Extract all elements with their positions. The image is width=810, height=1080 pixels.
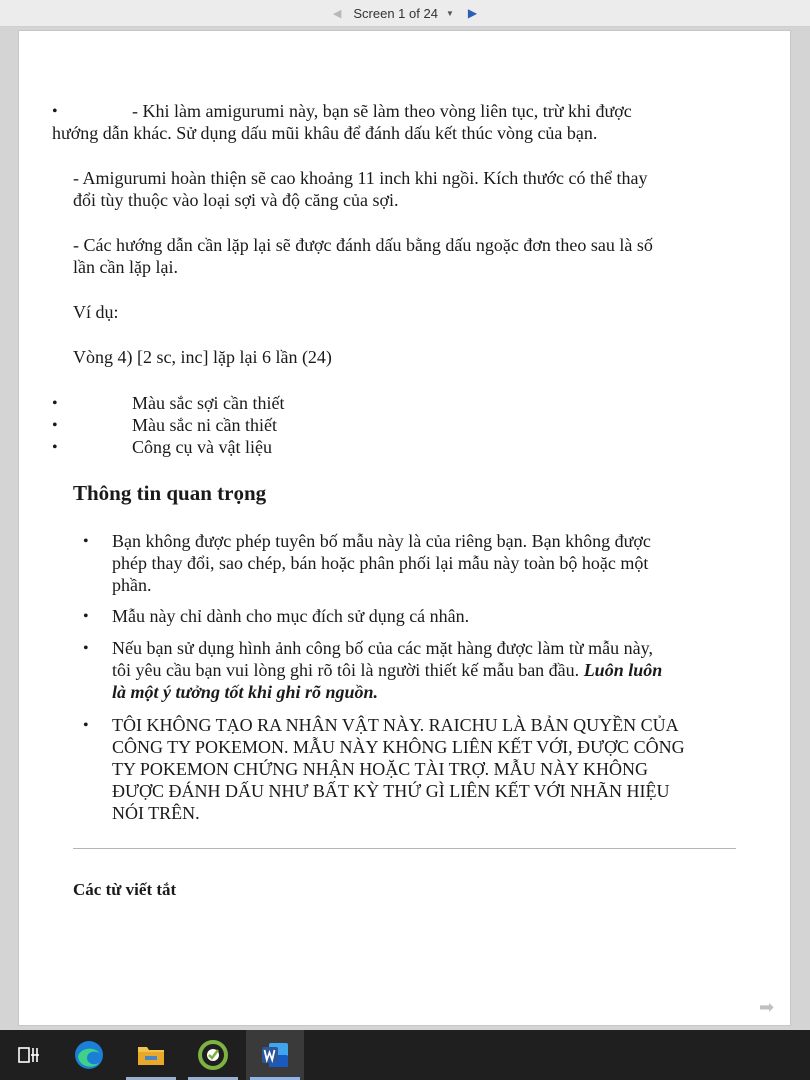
document-page — [18, 30, 791, 1026]
abbreviations-heading: Các từ viết tắt — [73, 880, 177, 899]
screen-counter-label: Screen 1 of 24 — [353, 5, 438, 21]
task-view-button[interactable] — [0, 1030, 58, 1080]
green-app-button[interactable] — [184, 1030, 242, 1080]
word-icon — [260, 1041, 290, 1069]
edge-browser-button[interactable] — [60, 1030, 118, 1080]
green-app-icon — [197, 1039, 229, 1071]
reading-navigation-bar — [0, 0, 810, 27]
paragraph-line: - Các hướng dẫn cần lặp lại sẽ được đánh dấu bằng dấu ngoặc đơn theo sau là số — [73, 235, 653, 255]
example-round: Vòng 4) [2 sc, inc] lặp lại 6 lần (24) — [73, 347, 332, 367]
important-info-heading: Thông tin quan trọng — [73, 481, 267, 505]
paragraph-line: - Khi làm amigurumi này, bạn sẽ làm theo vòng liên tục, trừ khi được — [132, 101, 632, 121]
copyright-line: TY POKEMON CHỨNG NHẬN HOẶC TÀI TRỢ. MẪU NÀY KHÔNG — [112, 759, 648, 779]
list-bullet: • — [52, 103, 58, 120]
copyright-line: TÔI KHÔNG TẠO RA NHÂN VẬT NÀY. RAICHU LÀ BẢN QUYỀN CỦA — [112, 715, 679, 735]
example-label: Ví dụ: — [73, 302, 119, 322]
list-item: Công cụ và vật liệu — [132, 437, 272, 457]
list-bullet: • — [83, 640, 89, 657]
list-bullet: • — [52, 395, 58, 412]
windows-taskbar — [0, 1030, 810, 1080]
paragraph-line: Bạn không được phép tuyên bố mẫu này là của riêng bạn. Bạn không được — [112, 531, 651, 551]
copyright-line: ĐƯỢC ĐÁNH DẤU NHƯ BẤT KỲ THỨ GÌ LIÊN KẾT VỚI NHÃN HIỆU — [112, 781, 670, 801]
paragraph-line: Nếu bạn sử dụng hình ảnh công bố của các mặt hàng được làm từ mẫu này, — [112, 638, 653, 658]
paragraph-line: - Amigurumi hoàn thiện sẽ cao khoảng 11 inch khi ngồi. Kích thước có thể thay — [73, 168, 648, 188]
paragraph-line — [112, 659, 662, 681]
copyright-line: NÓI TRÊN. — [112, 803, 200, 823]
paragraph-line: đổi tùy thuộc vào loại sợi và độ căng của sợi. — [73, 190, 399, 210]
file-explorer-icon — [136, 1042, 166, 1068]
edge-browser-icon — [73, 1039, 105, 1071]
task-view-icon — [17, 1045, 41, 1065]
triangle-left-icon: ◀ — [332, 7, 342, 20]
emphasis-text: Luôn luôn — [583, 660, 663, 680]
paragraph-line: phần. — [112, 575, 152, 595]
list-bullet: • — [83, 533, 89, 550]
next-screen-button[interactable] — [468, 6, 477, 20]
list-bullet: • — [83, 608, 89, 625]
caret-down-icon: ▼ — [445, 8, 454, 18]
list-item: Màu sắc ni cần thiết — [132, 415, 277, 435]
screen-selector[interactable] — [353, 6, 453, 21]
list-item: Màu sắc sợi cần thiết — [132, 393, 285, 413]
previous-screen-button[interactable] — [333, 7, 341, 20]
list-bullet: • — [52, 439, 58, 456]
copyright-line: CÔNG TY POKEMON. MẪU NÀY KHÔNG LIÊN KẾT VỚI, ĐƯỢC CÔNG — [112, 737, 685, 757]
credit-request-text: tôi yêu cầu bạn vui lòng ghi rõ tôi là người thiết kế mẫu ban đầu. — [112, 660, 584, 680]
triangle-right-icon: ▶ — [467, 6, 478, 20]
emphasis-text: là một ý tưởng tốt khi ghi rõ nguồn. — [112, 682, 379, 702]
word-button[interactable] — [246, 1030, 304, 1080]
list-bullet: • — [52, 417, 58, 434]
section-divider — [73, 848, 736, 849]
paragraph-line: hướng dẫn khác. Sử dụng dấu mũi khâu để đánh dấu kết thúc vòng của bạn. — [52, 123, 598, 143]
paragraph-line: lần cần lặp lại. — [73, 257, 178, 277]
file-explorer-button[interactable] — [122, 1030, 180, 1080]
paragraph-line: Mẫu này chỉ dành cho mục đích sử dụng cá nhân. — [112, 606, 470, 626]
list-bullet: • — [83, 717, 89, 734]
paragraph-line: phép thay đổi, sao chép, bán hoặc phân phối lại mẫu này toàn bộ hoặc một — [112, 553, 649, 573]
next-page-arrow-icon[interactable]: ➡ — [759, 997, 775, 1018]
